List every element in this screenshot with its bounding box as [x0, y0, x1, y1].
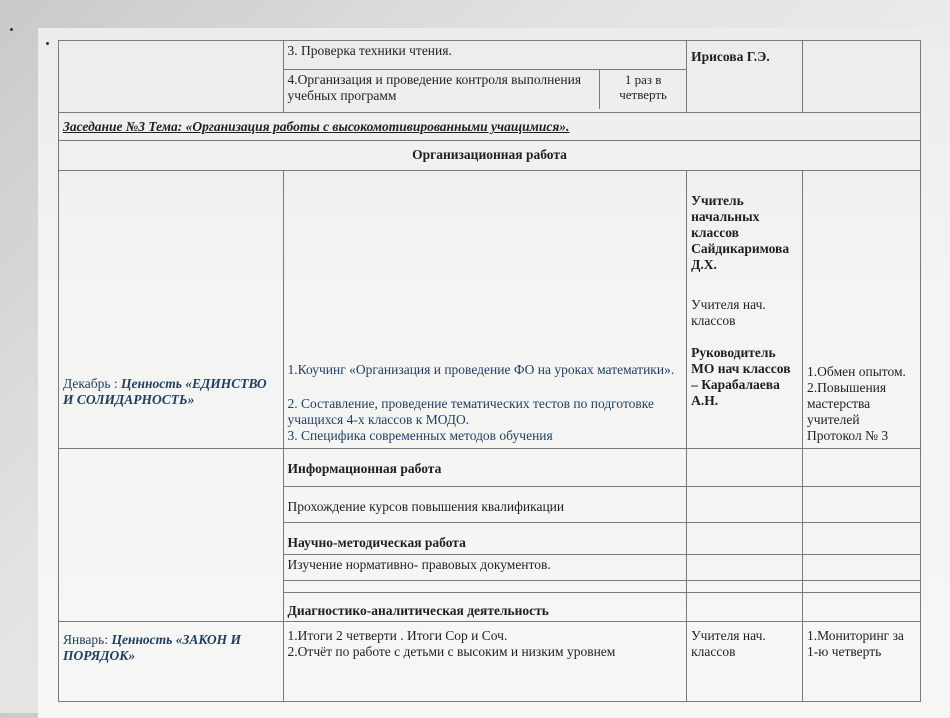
responsible-karabalaeva: Руководитель МО нач классов – Карабалаева А.Н. — [691, 345, 791, 408]
info-courses: Прохождение курсов повышения квалификации — [283, 487, 687, 523]
cell-empty — [803, 41, 921, 113]
cell-empty — [283, 581, 687, 593]
activity-results: 1.Итоги 2 четверти . Итоги Сор и Соч. — [287, 628, 508, 643]
responsible-teachers: Учителя нач. классов — [687, 622, 803, 702]
cell-empty — [803, 593, 921, 622]
section-diagnostic: Диагностико-аналитическая деятельность — [283, 593, 687, 622]
december-cell — [59, 171, 284, 449]
cell-empty — [803, 487, 921, 523]
speck — [46, 42, 49, 45]
cell-empty — [687, 581, 803, 593]
table-row — [59, 622, 921, 702]
value-label: Ценность «ЗАКОН И ПОРЯДОК» — [63, 632, 241, 663]
activity-report: 2.Отчёт по работе с детьми с высоким и низким уровнем — [287, 644, 616, 659]
table-row — [59, 41, 921, 113]
speck — [10, 28, 13, 31]
december-responsible — [687, 171, 803, 449]
month-label: Декабрь : — [63, 376, 118, 391]
responsible-irisova: Ирисова Г.Э. — [687, 41, 803, 113]
result-mastery: 2.Повышения мастерства учителей — [807, 380, 887, 427]
result-exchange: 1.Обмен опытом. — [807, 364, 906, 379]
cell-empty — [687, 449, 803, 487]
section-methodical: Научно-методическая работа — [283, 523, 687, 555]
method-documents: Изучение нормативно- правовых документов. — [283, 555, 687, 581]
responsible-teachers: Учителя нач. классов — [691, 297, 766, 328]
plan-table — [58, 40, 921, 702]
cell-empty — [803, 449, 921, 487]
activity-methods: 3. Специфика современных методов обучения — [287, 428, 553, 443]
table-row — [59, 449, 921, 487]
cell-empty — [687, 593, 803, 622]
result-monitoring: 1.Мониторинг за 1-ю четверть — [803, 622, 921, 702]
january-activities — [283, 622, 687, 702]
cell-control-items — [283, 41, 687, 113]
table-row — [59, 171, 921, 449]
cell-empty — [687, 523, 803, 555]
inner-table — [284, 41, 687, 109]
section-organizational: Организационная работа — [59, 141, 921, 171]
month-label: Январь: — [63, 632, 109, 647]
cell-empty — [687, 487, 803, 523]
table-row — [59, 113, 921, 141]
cell-empty — [59, 449, 284, 622]
cell-empty — [59, 41, 284, 113]
cell-empty — [803, 523, 921, 555]
item-period: 1 раз в четверть — [600, 69, 687, 109]
cell-empty — [687, 555, 803, 581]
activity-tests: 2. Составление, проведение тематических тестов по подготовке учащихся 4-х классов к МОДО. — [287, 396, 655, 427]
item-program-control: 4.Организация и проведение контроля выполнения учебных программ — [284, 69, 600, 109]
meeting-title: Заседание №3 Тема: «Организация работы с высокомотивированными учащимися». — [59, 113, 921, 141]
item-reading-check: 3. Проверка техники чтения. — [284, 41, 687, 69]
table-row — [59, 141, 921, 171]
january-cell — [59, 622, 284, 702]
section-information: Информационная работа — [283, 449, 687, 487]
december-results — [803, 171, 921, 449]
responsible-saidikarimova: Учитель начальных классов Сайдикаримова Д.Х. — [691, 193, 790, 272]
result-protocol: Протокол № 3 — [807, 428, 889, 443]
activity-coaching: 1.Коучинг «Организация и проведение ФО на уроках математики». — [287, 362, 675, 377]
cell-empty — [803, 581, 921, 593]
december-activities — [283, 171, 687, 449]
cell-empty — [803, 555, 921, 581]
value-label: Ценность «ЕДИНСТВО И СОЛИДАРНОСТЬ» — [63, 376, 267, 407]
